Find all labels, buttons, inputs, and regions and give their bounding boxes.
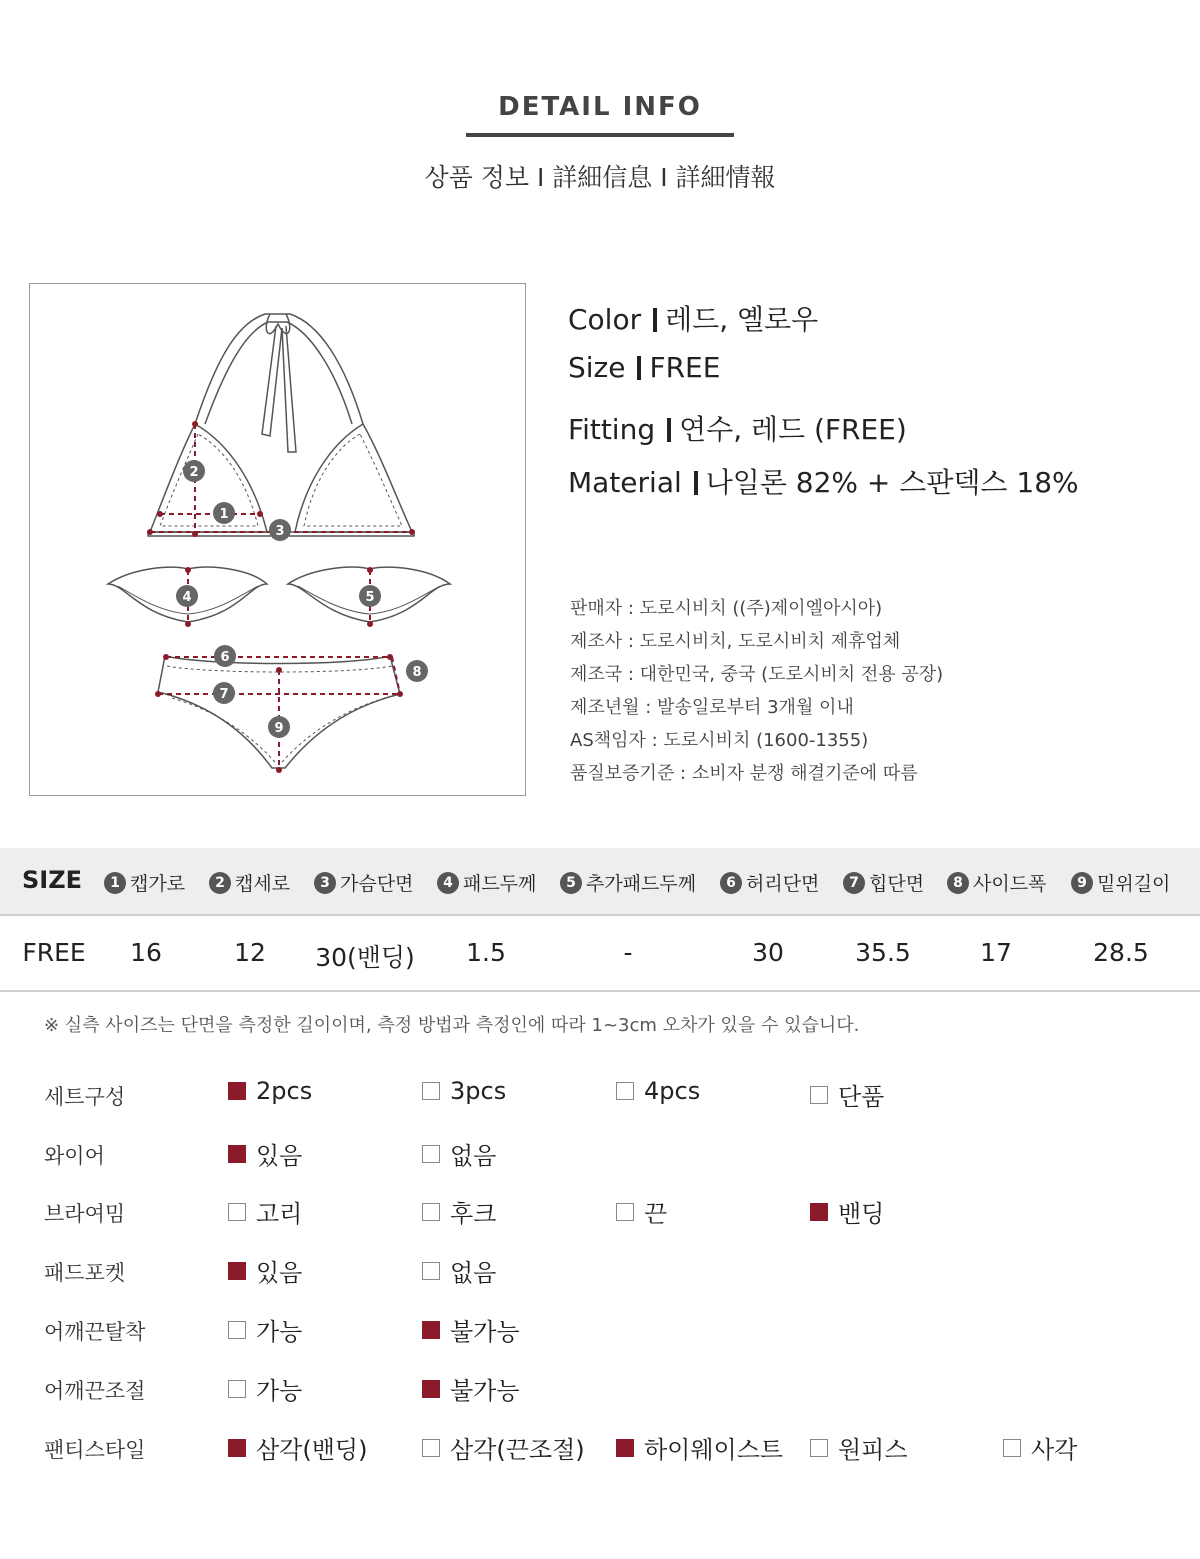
header-cap-height: 2 캡세로 — [209, 869, 290, 896]
value-waist: 30 — [752, 938, 784, 967]
checkbox-unchecked — [810, 1086, 828, 1104]
checkbox-checked — [228, 1439, 246, 1457]
value-cap-height: 12 — [234, 938, 266, 967]
svg-text:2: 2 — [189, 465, 199, 480]
svg-text:5: 5 — [365, 590, 375, 605]
option-label-closure: 브라여밈 — [44, 1202, 126, 1226]
option-panty-high-waist: 하이웨이스트 — [616, 1430, 783, 1465]
bikini-line-drawing — [30, 284, 525, 795]
option-wire-no: 없음 — [422, 1136, 496, 1171]
option-label-strap-detach: 어깨끈탈착 — [44, 1320, 146, 1344]
value-chest: 30(밴딩) — [315, 943, 415, 972]
header-rise: 9 밑위길이 — [1071, 869, 1170, 896]
checkbox-checked — [422, 1380, 440, 1398]
option-label-wire: 와이어 — [44, 1144, 105, 1168]
checkbox-unchecked — [422, 1145, 440, 1163]
marker-5 — [359, 585, 381, 607]
header-pad: 4 패드두께 — [437, 869, 536, 896]
header-waist: 6 허리단면 — [720, 869, 819, 896]
svg-text:8: 8 — [412, 665, 422, 680]
quality-line: 품질보증기준 : 소비자 분쟁 해결기준에 따름 — [570, 763, 918, 784]
svg-text:3: 3 — [275, 524, 285, 539]
value-cap-width: 16 — [130, 938, 162, 967]
value-rise: 28.5 — [1093, 938, 1149, 967]
header-cap-width: 1 캡가로 — [104, 869, 185, 896]
option-panty-onepiece: 원피스 — [810, 1430, 908, 1465]
manufacture-date-line: 제조년월 : 발송일로부터 3개월 이내 — [570, 697, 854, 718]
header-extra-pad: 5 추가패드두께 — [560, 869, 696, 896]
country-line: 제조국 : 대한민국, 중국 (도로시비치 전용 공장) — [570, 664, 944, 685]
checkbox-unchecked — [810, 1439, 828, 1457]
option-panty-square: 사각 — [1003, 1430, 1077, 1465]
checkbox-unchecked — [422, 1203, 440, 1221]
checkbox-unchecked — [616, 1203, 634, 1221]
option-closure-banding: 밴딩 — [810, 1194, 884, 1229]
option-detach-impossible: 불가능 — [422, 1312, 520, 1347]
size-label: SIZE — [22, 866, 83, 894]
page-subtitle: 상품 정보 I 詳細信息 I 詳細情報 — [424, 163, 776, 192]
option-detach-possible: 가능 — [228, 1312, 302, 1347]
marker-2 — [183, 460, 205, 482]
checkbox-checked — [616, 1439, 634, 1457]
marker-1 — [213, 502, 235, 524]
measurement-diagram — [29, 283, 526, 796]
svg-text:9: 9 — [274, 721, 284, 736]
option-panty-triangle-string: 삼각(끈조절) — [422, 1430, 585, 1465]
option-label-panty-style: 팬티스타일 — [44, 1438, 146, 1462]
option-panty-triangle-banding: 삼각(밴딩) — [228, 1430, 367, 1465]
value-side: 17 — [980, 938, 1012, 967]
svg-text:6: 6 — [220, 650, 230, 665]
option-pocket-yes: 있음 — [228, 1253, 302, 1288]
option-label-pad-pocket: 패드포켓 — [44, 1261, 126, 1285]
checkbox-checked — [228, 1262, 246, 1280]
checkbox-checked — [422, 1321, 440, 1339]
spec-size: Size FREE — [568, 351, 721, 384]
checkbox-unchecked — [228, 1321, 246, 1339]
checkbox-unchecked — [228, 1203, 246, 1221]
marker-6 — [214, 645, 236, 667]
spec-color: Color 레드, 옐로우 — [568, 303, 819, 336]
checkbox-checked — [810, 1203, 828, 1221]
as-contact-line: AS책임자 : 도로시비치 (1600-1355) — [570, 730, 869, 751]
checkbox-unchecked — [616, 1082, 634, 1100]
checkbox-unchecked — [422, 1262, 440, 1280]
marker-4 — [176, 585, 198, 607]
marker-3 — [269, 519, 291, 541]
header-hip: 7 힙단면 — [843, 869, 924, 896]
option-adjust-possible: 가능 — [228, 1371, 302, 1406]
option-set-2pcs: 2pcs — [228, 1077, 312, 1105]
checkbox-unchecked — [422, 1439, 440, 1457]
row-size: FREE — [22, 938, 86, 967]
spec-material: Material 나일론 82% + 스판덱스 18% — [568, 466, 1079, 499]
checkbox-unchecked — [1003, 1439, 1021, 1457]
option-set-single: 단품 — [810, 1077, 884, 1112]
value-pad: 1.5 — [466, 938, 506, 967]
size-note: ※ 실측 사이즈는 단면을 측정한 길이이며, 측정 방법과 측정인에 따라 1~3cm 오차가 있을 수 있습니다. — [44, 1015, 860, 1036]
svg-text:4: 4 — [182, 590, 192, 605]
option-pocket-no: 없음 — [422, 1253, 496, 1288]
marker-9 — [268, 716, 290, 738]
option-adjust-impossible: 불가능 — [422, 1371, 520, 1406]
option-set-3pcs: 3pcs — [422, 1077, 506, 1105]
option-set-4pcs: 4pcs — [616, 1077, 700, 1105]
svg-text:1: 1 — [219, 507, 229, 522]
option-closure-loop: 고리 — [228, 1194, 302, 1229]
checkbox-checked — [228, 1082, 246, 1100]
manufacturer-line: 제조사 : 도로시비치, 도로시비치 제휴업체 — [570, 631, 901, 652]
seller-line: 판매자 : 도로시비치 ((주)제이엘아시아) — [570, 598, 883, 619]
checkbox-checked — [228, 1145, 246, 1163]
value-extra-pad: - — [623, 938, 633, 967]
page-title: DETAIL INFO — [498, 92, 702, 122]
spec-fitting: Fitting 연수, 레드 (FREE) — [568, 413, 907, 446]
option-label-set: 세트구성 — [44, 1085, 126, 1109]
option-label-strap-adjust: 어깨끈조절 — [44, 1379, 146, 1403]
header-chest: 3 가슴단면 — [314, 869, 413, 896]
value-hip: 35.5 — [855, 938, 911, 967]
svg-text:7: 7 — [219, 687, 229, 702]
header-side: 8 사이드폭 — [947, 869, 1046, 896]
checkbox-unchecked — [228, 1380, 246, 1398]
title-underline — [466, 133, 734, 137]
option-closure-string: 끈 — [616, 1194, 667, 1229]
checkbox-unchecked — [422, 1082, 440, 1100]
marker-8 — [406, 660, 428, 682]
option-wire-yes: 있음 — [228, 1136, 302, 1171]
table-divider — [0, 990, 1200, 992]
marker-7 — [213, 682, 235, 704]
option-closure-hook: 후크 — [422, 1194, 496, 1229]
